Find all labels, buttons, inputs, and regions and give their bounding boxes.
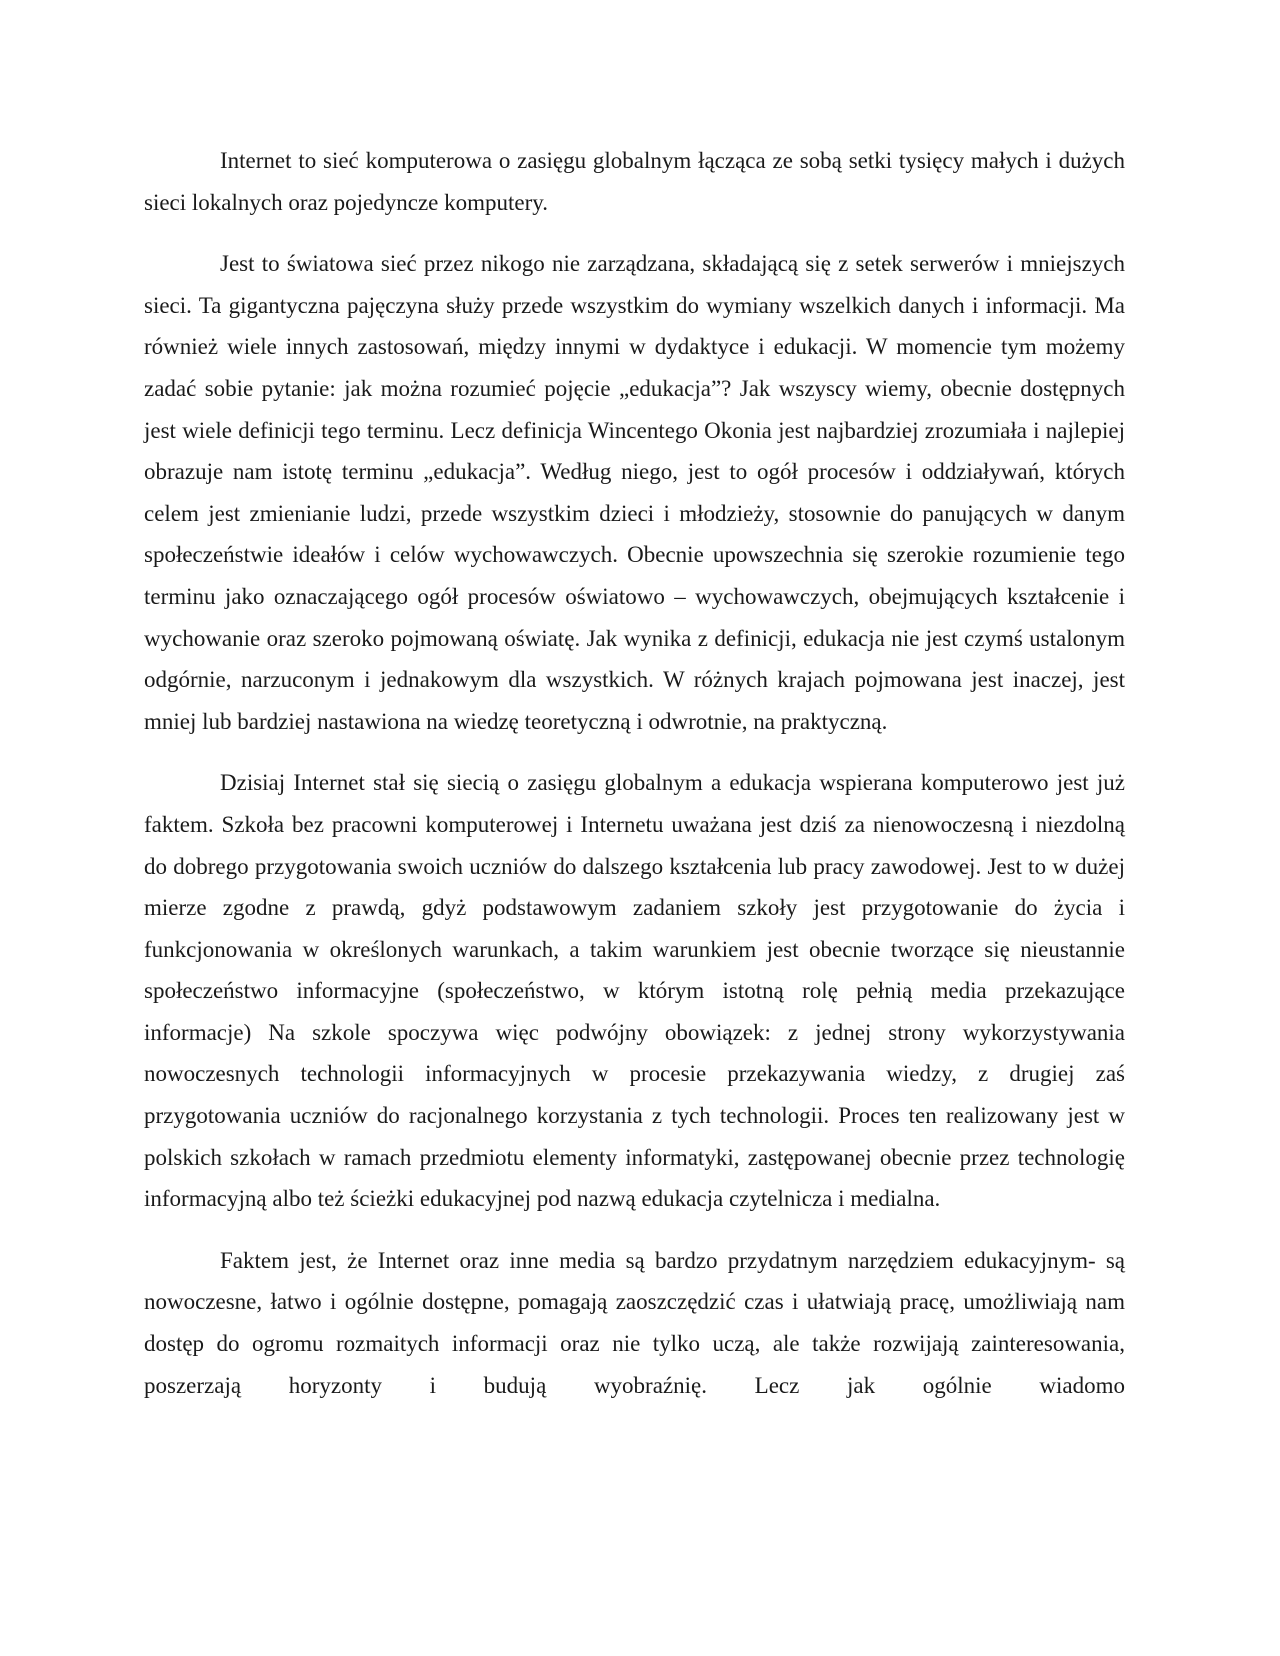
paragraph-education-definition: Jest to światowa sieć przez nikogo nie zarządzana, składającą się z setek serwerów i mniejszych sieci. Ta gigantyczna pajęczyna służy przede wszystkim do wymiany wszelkich danych i informacji. Ma również wiele innych zastosowań, między innymi w dydaktyce i edukacji. W momencie tym możemy zadać sobie pytanie: jak można rozumieć pojęcie „edukacja”? Jak wszyscy wiemy, obecnie dostępnych jest wiele definicji tego terminu. Lecz definicja Wincentego Okonia jest najbardziej zrozumiała i najlepiej obrazuje nam istotę terminu „edukacja”. Według niego, jest to ogół procesów i oddziaływań, których celem jest zmienianie ludzi, przede wszystkim dzieci i młodzieży, stosownie do panujących w danym społeczeństwie ideałów i celów wychowawczych. Obecnie upowszechnia się szerokie rozumienie tego terminu jako oznaczającego ogół procesów oświatowo – wychowawczych, obejmujących kształcenie i wychowanie oraz szeroko pojmowaną oświatę. Jak wynika z definicji, edukacja nie jest czymś ustalonym odgórnie, narzuconym i jednakowym dla wszystkich. W różnych krajach pojmowana jest inaczej, jest mniej lub bardziej nastawiona na wiedzę teoretyczną i odwrotnie, na praktyczną. xyxy=(144,251,1125,734)
paragraph-internet-definition: Internet to sieć komputerowa o zasięgu globalnym łącząca ze sobą setki tysięcy małych i dużych sieci lokalnych oraz pojedyncze komputery. xyxy=(144,148,1125,215)
paragraph-media-benefits: Faktem jest, że Internet oraz inne media są bardzo przydatnym narzędziem edukacyjnym- są nowoczesne, łatwo i ogólnie dostępne, pomagają zaoszczędzić czas i ułatwiają pracę, umożliwiają nam dostęp do ogromu rozmaitych informacji oraz nie tylko uczą, ale także rozwijają zainteresowania, poszerzają horyzonty i budują wyobraźnię. Lecz jak ogólnie wiadomo xyxy=(144,1247,1125,1398)
paragraph-school-internet: Dzisiaj Internet stał się siecią o zasięgu globalnym a edukacja wspierana komputerowo jest już faktem. Szkoła bez pracowni komputerowej i Internetu uważana jest dziś za nienowoczesną i niezdolną do dobrego przygotowania swoich uczniów do dalszego kształcenia lub pracy zawodowej. Jest to w dużej mierze zgodne z prawdą, gdyż podstawowym zadaniem szkoły jest przygotowanie do życia i funkcjonowania w określonych warunkach, a takim warunkiem jest obecnie tworzące się nieustannie społeczeństwo informacyjne (społeczeństwo, w którym istotną rolę pełnią media przekazujące informacje) Na szkole spoczywa więc podwójny obowiązek: z jednej strony wykorzystywania nowoczesnych technologii informacyjnych w procesie przekazywania wiedzy, z drugiej zaś przygotowania uczniów do racjonalnego korzystania z tych technologii. Proces ten realizowany jest w polskich szkołach w ramach przedmiotu elementy informatyki, zastępowanej obecnie przez technologię informacyjną albo też ścieżki edukacyjnej pod nazwą edukacja czytelnicza i medialna. xyxy=(144,770,1125,1212)
document-body xyxy=(144,140,1125,1406)
